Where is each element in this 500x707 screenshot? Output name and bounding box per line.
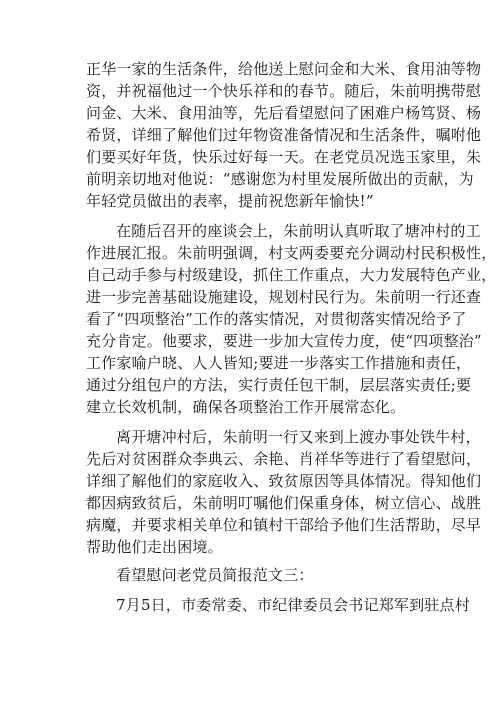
text-line: 充分肯定。他要求，要进一步加大宣传力度，使“四项整治” bbox=[86, 332, 482, 350]
text-line: 进一步完善基础设施建设，规划村民行为。朱前明一行还查 bbox=[86, 288, 482, 306]
text-line: 年轻党员做出的表率，提前祝您新年愉快!” bbox=[86, 192, 374, 210]
text-line: 工作家喻户晓、人人皆知;要进一步落实工作措施和责任， bbox=[86, 354, 472, 372]
text-line: 自己动手参与村级建设，抓住工作重点，大力发展特色产业， bbox=[86, 266, 497, 284]
text-line: 正华一家的生活条件，给他送上慰问金和大米、食用油等物 bbox=[86, 60, 482, 78]
text-line: 作进展汇报。朱前明强调，村支两委要充分调动村民积极性， bbox=[86, 244, 497, 262]
text-line: 通过分组包户的方法，实行责任包干制，层层落实责任;要 bbox=[86, 376, 472, 394]
text-line: 先后对贫困群众李典云、余艳、肖祥华等进行了看望慰问， bbox=[86, 450, 482, 468]
text-line: 帮助他们走出困境。 bbox=[86, 538, 223, 556]
text-line: 希贤，详细了解他们过年物资准备情况和生活条件，嘱咐他 bbox=[86, 126, 482, 144]
text-line: 详细了解他们的家庭收入、致贫原因等具体情况。得知他们 bbox=[86, 472, 482, 490]
text-line: 前明亲切地对他说：“感谢您为村里发展所做出的贡献，为 bbox=[86, 170, 474, 188]
text-line: 都因病致贫后，朱前明叮嘱他们保重身体，树立信心、战胜 bbox=[86, 494, 482, 512]
text-line: 资，并祝福他过一个快乐祥和的春节。随后，朱前明携带慰 bbox=[86, 82, 482, 100]
paragraph-first-line: 在随后召开的座谈会上，朱前明认真听取了塘冲村的工 bbox=[116, 222, 481, 240]
text-line: 问金、大米、食用油等，先后看望慰问了困难户杨笃贤、杨 bbox=[86, 104, 482, 122]
paragraph-first-line: 离开塘冲村后，朱前明一行又来到上渡办事处铁牛村， bbox=[116, 428, 481, 446]
text-line: 看了“四项整治”工作的落实情况，对贯彻落实情况给予了 bbox=[86, 310, 467, 328]
text-line: 们要买好年货，快乐过好每一天。在老党员况选玉家里，朱 bbox=[86, 148, 482, 166]
text-line: 建立长效机制，确保各项整治工作开展常态化。 bbox=[86, 398, 406, 416]
paragraph-first-line: 7月5日，市委常委、市纪律委员会书记郑军到驻点村 bbox=[116, 596, 470, 614]
section-heading: 看望慰问老党员简报范文三： bbox=[116, 566, 314, 584]
text-line: 病魔，并要求相关单位和镇村干部给予他们生活帮助，尽早 bbox=[86, 516, 482, 534]
